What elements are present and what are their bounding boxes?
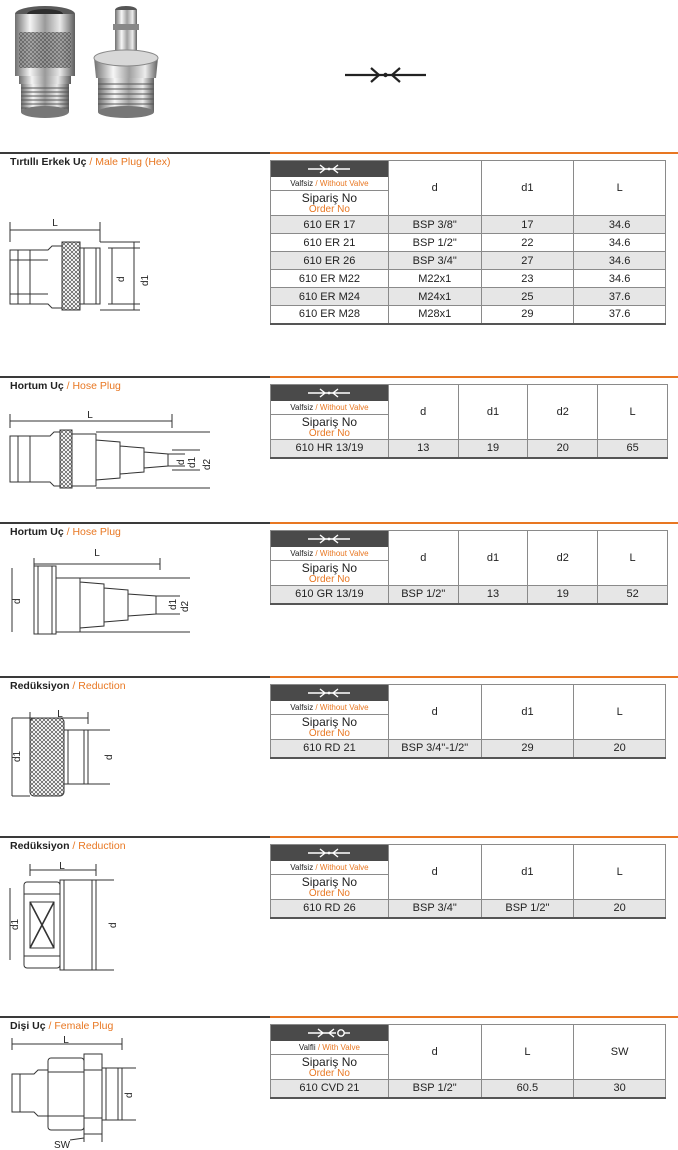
reduction-hex-drawing [0, 860, 140, 984]
svg-text:L: L [94, 548, 100, 559]
svg-text:d: d [176, 459, 187, 465]
coupling-symbol-icon [306, 388, 352, 398]
svg-text:d: d [108, 922, 119, 928]
table-row [271, 306, 666, 324]
order-code: 610 ER M24 [271, 288, 389, 306]
order-code: 610 ER 21 [271, 234, 389, 252]
section-rule [0, 152, 270, 154]
section-hose-plug-2 [0, 522, 678, 652]
table-row [271, 234, 666, 252]
svg-text:d1: d1 [12, 750, 23, 762]
order-header-cell [271, 161, 389, 216]
male-plug-drawing [0, 212, 170, 322]
svg-text:L: L [57, 709, 63, 720]
order-code: 610 ER 17 [271, 216, 389, 234]
svg-text:d: d [104, 754, 115, 760]
cell: M22x1 [388, 270, 481, 288]
section-male-plug-hex [0, 152, 678, 352]
order-code: 610 ER 26 [271, 252, 389, 270]
svg-text:d: d [124, 1092, 135, 1098]
valve-label: Valfsiz / Without Valve [271, 177, 388, 191]
svg-text:d1: d1 [187, 456, 198, 468]
col-header: L [574, 161, 666, 216]
reduction-drawing [0, 708, 140, 808]
order-no-label: Sipariş No Order No [301, 191, 358, 215]
cell: M24x1 [388, 288, 481, 306]
knurled-coupling-photo [5, 4, 85, 120]
table-row: 610 RD 21 BSP 3/4"-1/2" 29 20 [271, 740, 666, 758]
section-title: Redüksiyon / Reduction [10, 680, 126, 692]
hero-area [0, 0, 678, 140]
table-row: 610 CVD 21 BSP 1/2" 60.5 30 [271, 1080, 666, 1098]
table-row [271, 252, 666, 270]
spec-table [270, 160, 666, 325]
svg-text:d2: d2 [180, 600, 191, 612]
valve-coupling-symbol-icon [306, 1028, 352, 1038]
table-row [271, 288, 666, 306]
section-female-plug [0, 1016, 678, 1150]
svg-text:d: d [12, 598, 23, 604]
cell: 34.6 [574, 216, 666, 234]
coupling-symbol-bar [271, 161, 388, 177]
section-reduction-2 [0, 836, 678, 996]
spec-table: Valfsiz / Without Valve Sipariş No Order No d d1 d2 L 610 HR 13/19 13 19 20 65 [270, 384, 668, 459]
svg-text:d2: d2 [202, 458, 213, 470]
cell: 34.6 [574, 234, 666, 252]
spec-table: Valfsiz / Without Valve Sipariş No Order No d d1 L 610 RD 26 BSP 3/4" BSP 1/2" 20 [270, 844, 666, 919]
cell: 34.6 [574, 270, 666, 288]
svg-text:L: L [63, 1035, 69, 1046]
order-code: 610 ER M22 [271, 270, 389, 288]
section-rule-accent [270, 152, 678, 154]
spec-table: Valfsiz / Without Valve Sipariş No Order No d d1 d2 L 610 GR 13/19 BSP 1/2" 13 19 52 [270, 530, 668, 605]
cell: 37.6 [574, 288, 666, 306]
cell: 37.6 [574, 306, 666, 324]
section-title: Hortum Uç / Hose Plug [10, 526, 121, 538]
cell: 25 [481, 288, 574, 306]
svg-text:L: L [59, 861, 65, 872]
section-title: Dişi Uç / Female Plug [10, 1020, 114, 1032]
table-row: 610 HR 13/19 13 19 20 65 [271, 440, 668, 458]
svg-text:d1: d1 [10, 918, 21, 930]
svg-text:d1: d1 [168, 598, 179, 610]
title-tr: Tırtıllı Erkek Uç [10, 156, 87, 168]
cell: 17 [481, 216, 574, 234]
svg-text:L: L [87, 410, 93, 421]
cell: 27 [481, 252, 574, 270]
svg-text:SW: SW [53, 1140, 71, 1150]
spec-table: Valfsiz / Without Valve Sipariş No Order No d d1 L 610 RD 21 BSP 3/4"-1/2" 29 20 [270, 684, 666, 759]
section-hose-plug-1 [0, 376, 678, 496]
drawing-label-d1: d1 [140, 274, 151, 286]
spec-table: Valfli / With Valve Sipariş No Order No d L SW 610 CVD 21 BSP 1/2" 60.5 30 [270, 1024, 666, 1099]
section-reduction-1 [0, 676, 678, 816]
coupling-symbol-icon [343, 64, 428, 86]
cell: 34.6 [574, 252, 666, 270]
female-plug-drawing [0, 1034, 160, 1150]
table-row: 610 GR 13/19 BSP 1/2" 13 19 52 [271, 586, 668, 604]
section-title: Redüksiyon / Reduction [10, 840, 126, 852]
coupling-symbol-icon [306, 688, 352, 698]
cell: BSP 3/4" [388, 252, 481, 270]
table-row: 610 RD 26 BSP 3/4" BSP 1/2" 20 [271, 900, 666, 918]
title-en: Male Plug (Hex) [95, 156, 171, 168]
cell: 23 [481, 270, 574, 288]
section-title: Hortum Uç / Hose Plug [10, 380, 121, 392]
drawing-label-L: L [52, 218, 58, 229]
table-row [271, 270, 666, 288]
cell: BSP 3/8" [388, 216, 481, 234]
cell: M28x1 [388, 306, 481, 324]
cell: 22 [481, 234, 574, 252]
order-code: 610 ER M28 [271, 306, 389, 324]
coupling-symbol-icon [306, 848, 352, 858]
section-title: Tırtıllı Erkek Uç / Male Plug (Hex) [10, 156, 171, 168]
col-header: d1 [481, 161, 574, 216]
hose-plug-threaded-drawing [0, 548, 220, 642]
coupling-symbol-icon [306, 534, 352, 544]
hex-plug-photo [86, 2, 164, 120]
cell: BSP 1/2" [388, 234, 481, 252]
col-header: d [388, 161, 481, 216]
drawing-label-d: d [116, 276, 127, 282]
hose-plug-drawing [0, 410, 230, 500]
coupling-symbol-icon [306, 164, 352, 174]
cell: 29 [481, 306, 574, 324]
table-row [271, 216, 666, 234]
